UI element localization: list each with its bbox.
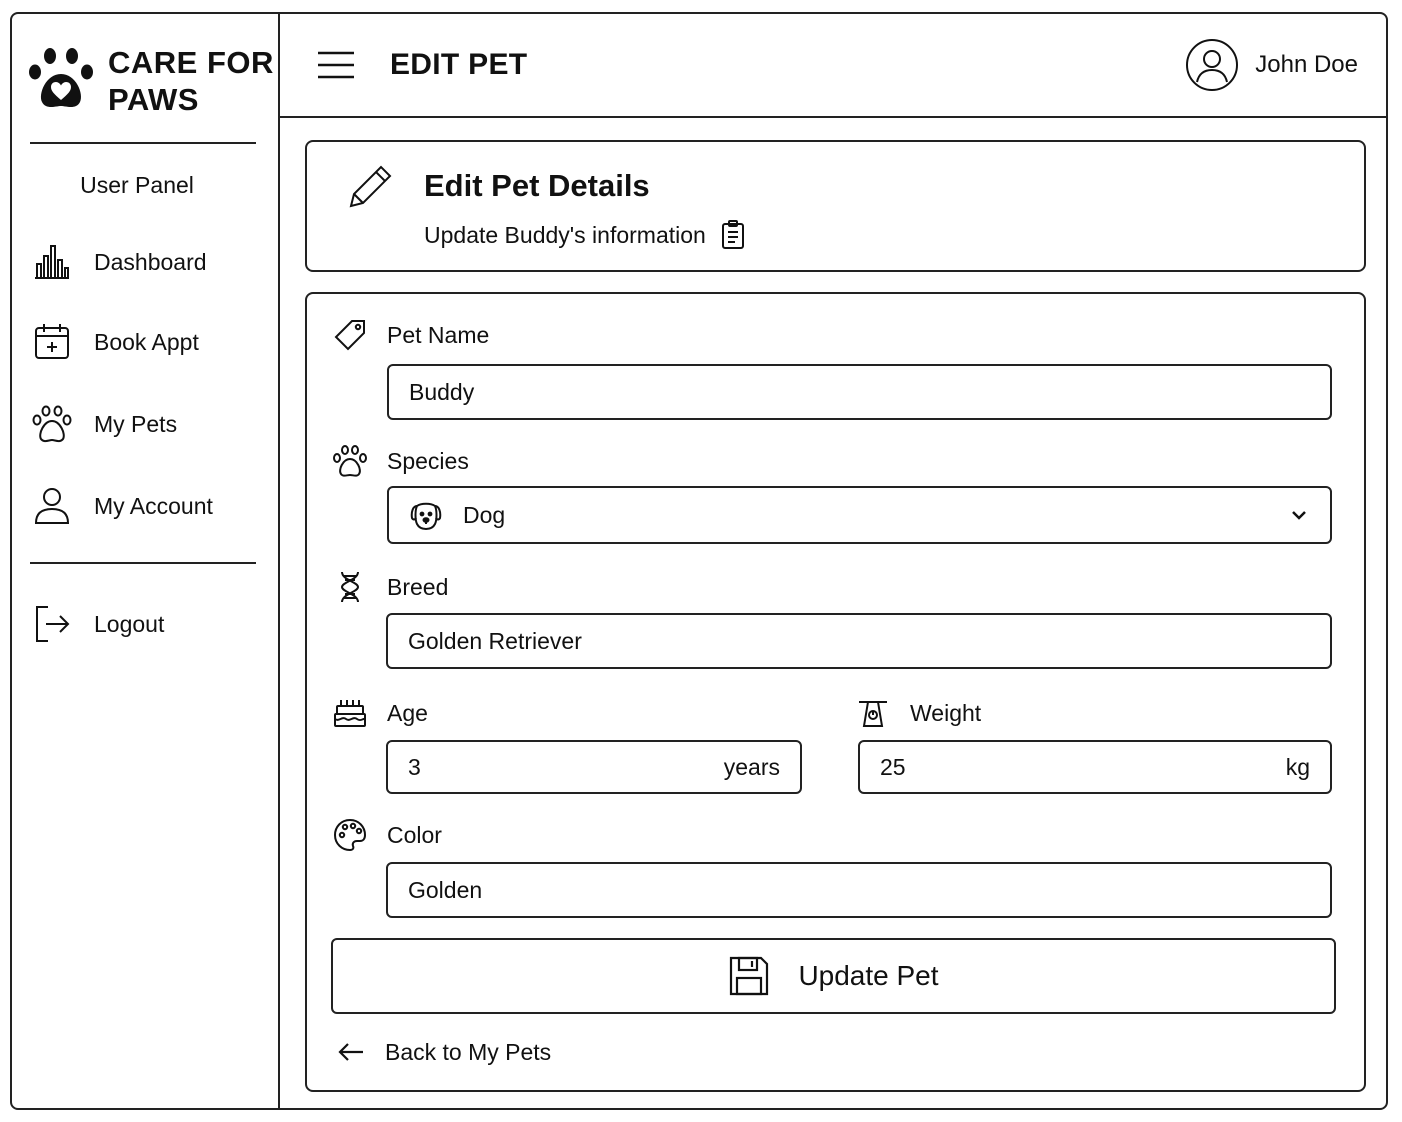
- user-avatar-icon: [1185, 38, 1239, 92]
- user-icon: [32, 486, 72, 526]
- app-window: [10, 12, 1388, 1110]
- hamburger-menu-icon[interactable]: [316, 48, 356, 82]
- logout-button[interactable]: [32, 602, 262, 646]
- sidebar-item-label: Book Appt: [94, 328, 199, 355]
- sidebar-item-label: My Account: [94, 492, 213, 519]
- age-value: 3: [408, 753, 421, 780]
- species-value: Dog: [463, 501, 506, 528]
- breed-input[interactable]: [386, 613, 1332, 669]
- back-link-label: Back to My Pets: [385, 1038, 552, 1065]
- sidebar-divider: [30, 562, 256, 564]
- sidebar-item-my-pets[interactable]: [32, 402, 262, 446]
- calendar-plus-icon: [32, 322, 72, 362]
- species-select[interactable]: [387, 486, 1332, 544]
- pet-name-input[interactable]: [387, 364, 1332, 420]
- color-value: Golden: [408, 876, 483, 903]
- weight-unit: kg: [1285, 753, 1310, 780]
- age-label-text: Age: [387, 699, 428, 726]
- user-name: John Doe: [1255, 51, 1358, 78]
- pet-name-label: [333, 318, 489, 352]
- tag-icon: [333, 318, 367, 352]
- breed-label: [333, 570, 448, 604]
- pet-form-card: [305, 292, 1366, 1092]
- update-pet-label: Update Pet: [798, 960, 939, 991]
- weight-label-text: Weight: [910, 699, 982, 726]
- brand-name: CARE FOR PAWS: [108, 45, 274, 117]
- dna-icon: [333, 570, 367, 604]
- paw-icon: [333, 444, 367, 478]
- age-unit: years: [723, 753, 780, 780]
- pet-name-label-text: Pet Name: [387, 321, 490, 348]
- page-title: EDIT PET: [390, 48, 528, 81]
- cake-icon: [333, 696, 367, 730]
- card-subtitle-text: Update Buddy's information: [424, 221, 706, 248]
- logout-icon: [32, 604, 72, 644]
- pencil-icon: [345, 162, 395, 212]
- sidebar-divider: [30, 142, 256, 144]
- arrow-left-icon: [337, 1038, 365, 1066]
- color-label-text: Color: [387, 821, 442, 848]
- brand-logo[interactable]: [28, 44, 274, 118]
- age-label: [333, 696, 428, 730]
- logout-label: Logout: [94, 610, 165, 637]
- panel-title: User Panel: [80, 172, 194, 198]
- back-to-my-pets-link[interactable]: [337, 1038, 551, 1066]
- chevron-down-icon: [1288, 504, 1310, 526]
- sidebar-item-label: My Pets: [94, 410, 178, 437]
- card-title: Edit Pet Details: [424, 168, 650, 203]
- age-input[interactable]: [386, 740, 802, 794]
- paw-heart-icon: [28, 44, 96, 112]
- sidebar-item-label: Dashboard: [94, 248, 207, 275]
- dog-icon: [409, 498, 443, 532]
- weight-label: [856, 696, 981, 730]
- species-label: [333, 444, 469, 478]
- edit-details-card: [305, 140, 1366, 272]
- user-menu[interactable]: [1185, 38, 1358, 92]
- sidebar-item-dashboard[interactable]: [32, 240, 262, 284]
- scale-icon: [856, 696, 890, 730]
- sidebar-item-book-appt[interactable]: [32, 320, 262, 364]
- color-label: [333, 818, 442, 852]
- weight-input[interactable]: [858, 740, 1332, 794]
- breed-value: Golden Retriever: [408, 627, 582, 654]
- color-input[interactable]: [386, 862, 1332, 918]
- paw-icon: [32, 404, 72, 444]
- top-header: [280, 14, 1386, 118]
- pet-name-value: Buddy: [409, 378, 475, 405]
- clipboard-icon: [720, 220, 746, 250]
- breed-label-text: Breed: [387, 573, 449, 600]
- save-icon: [728, 955, 770, 997]
- palette-icon: [333, 818, 367, 852]
- weight-value: 25: [880, 753, 906, 780]
- bar-chart-icon: [32, 242, 72, 282]
- update-pet-button[interactable]: [331, 938, 1336, 1014]
- species-label-text: Species: [387, 447, 469, 474]
- card-subtitle: [424, 220, 746, 250]
- sidebar-item-my-account[interactable]: [32, 484, 262, 528]
- sidebar: [12, 14, 280, 1108]
